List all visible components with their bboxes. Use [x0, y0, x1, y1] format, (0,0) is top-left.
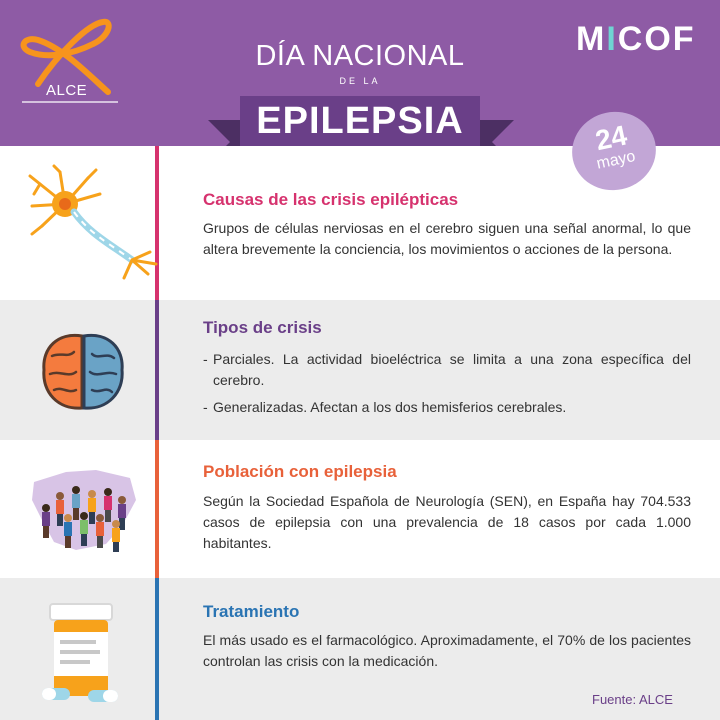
- badge-day: 24: [592, 119, 630, 157]
- section-body: Según la Sociedad Española de Neurología (SEN), en España hay 704.533 casos de epilepsia con una prevalencia de 18 casos por cada 1.000 habitantes.: [203, 493, 691, 551]
- pill-bottle-icon: [38, 602, 128, 706]
- title-line1: DÍA NACIONAL: [255, 40, 465, 72]
- micof-logo-rest: COF: [617, 20, 696, 58]
- title-ribbon: EPILEPSIA: [240, 96, 480, 146]
- section-tipos: [0, 300, 720, 440]
- section-title: Tratamiento: [203, 602, 300, 621]
- section-title: Causas de las crisis epilépticas: [203, 190, 459, 209]
- alce-logo-text: ALCE: [46, 82, 88, 99]
- list-item: - Generalizadas. Afectan a los dos hemisferios cerebrales.: [203, 397, 691, 418]
- bullet-list: [203, 349, 691, 424]
- section-poblacion: [0, 440, 720, 578]
- section-title: Población con epilepsia: [203, 462, 397, 481]
- title-line2: DE LA: [339, 76, 381, 86]
- list-item: - Parciales. La actividad bioeléctrica se limita a una zona específica del cerebro.: [203, 349, 691, 391]
- section-body: Grupos de células nerviosas en el cerebro siguen una señal anormal, lo que altera brevemente la conciencia, los movimientos o acciones de la persona.: [203, 220, 691, 257]
- section-title: Tipos de crisis: [203, 318, 322, 337]
- section-body: El más usado es el farmacológico. Aproximadamente, el 70% de los pacientes controlan las crisis con la medicación.: [203, 632, 691, 669]
- section-accent-bar: [155, 440, 159, 578]
- alce-subtitle-line: [22, 100, 118, 104]
- source-credit: Fuente: ALCE: [592, 692, 673, 707]
- micof-logo-i: I: [606, 20, 618, 58]
- section-accent-bar: [155, 578, 159, 720]
- spain-map-people-icon: [26, 460, 142, 560]
- badge-month: mayo: [595, 147, 637, 173]
- alce-logo-subtitle: [22, 100, 122, 105]
- neuron-icon: [20, 164, 160, 288]
- brain-icon: [38, 330, 128, 414]
- micof-logo-m: M: [576, 20, 607, 58]
- section-accent-bar: [155, 300, 159, 440]
